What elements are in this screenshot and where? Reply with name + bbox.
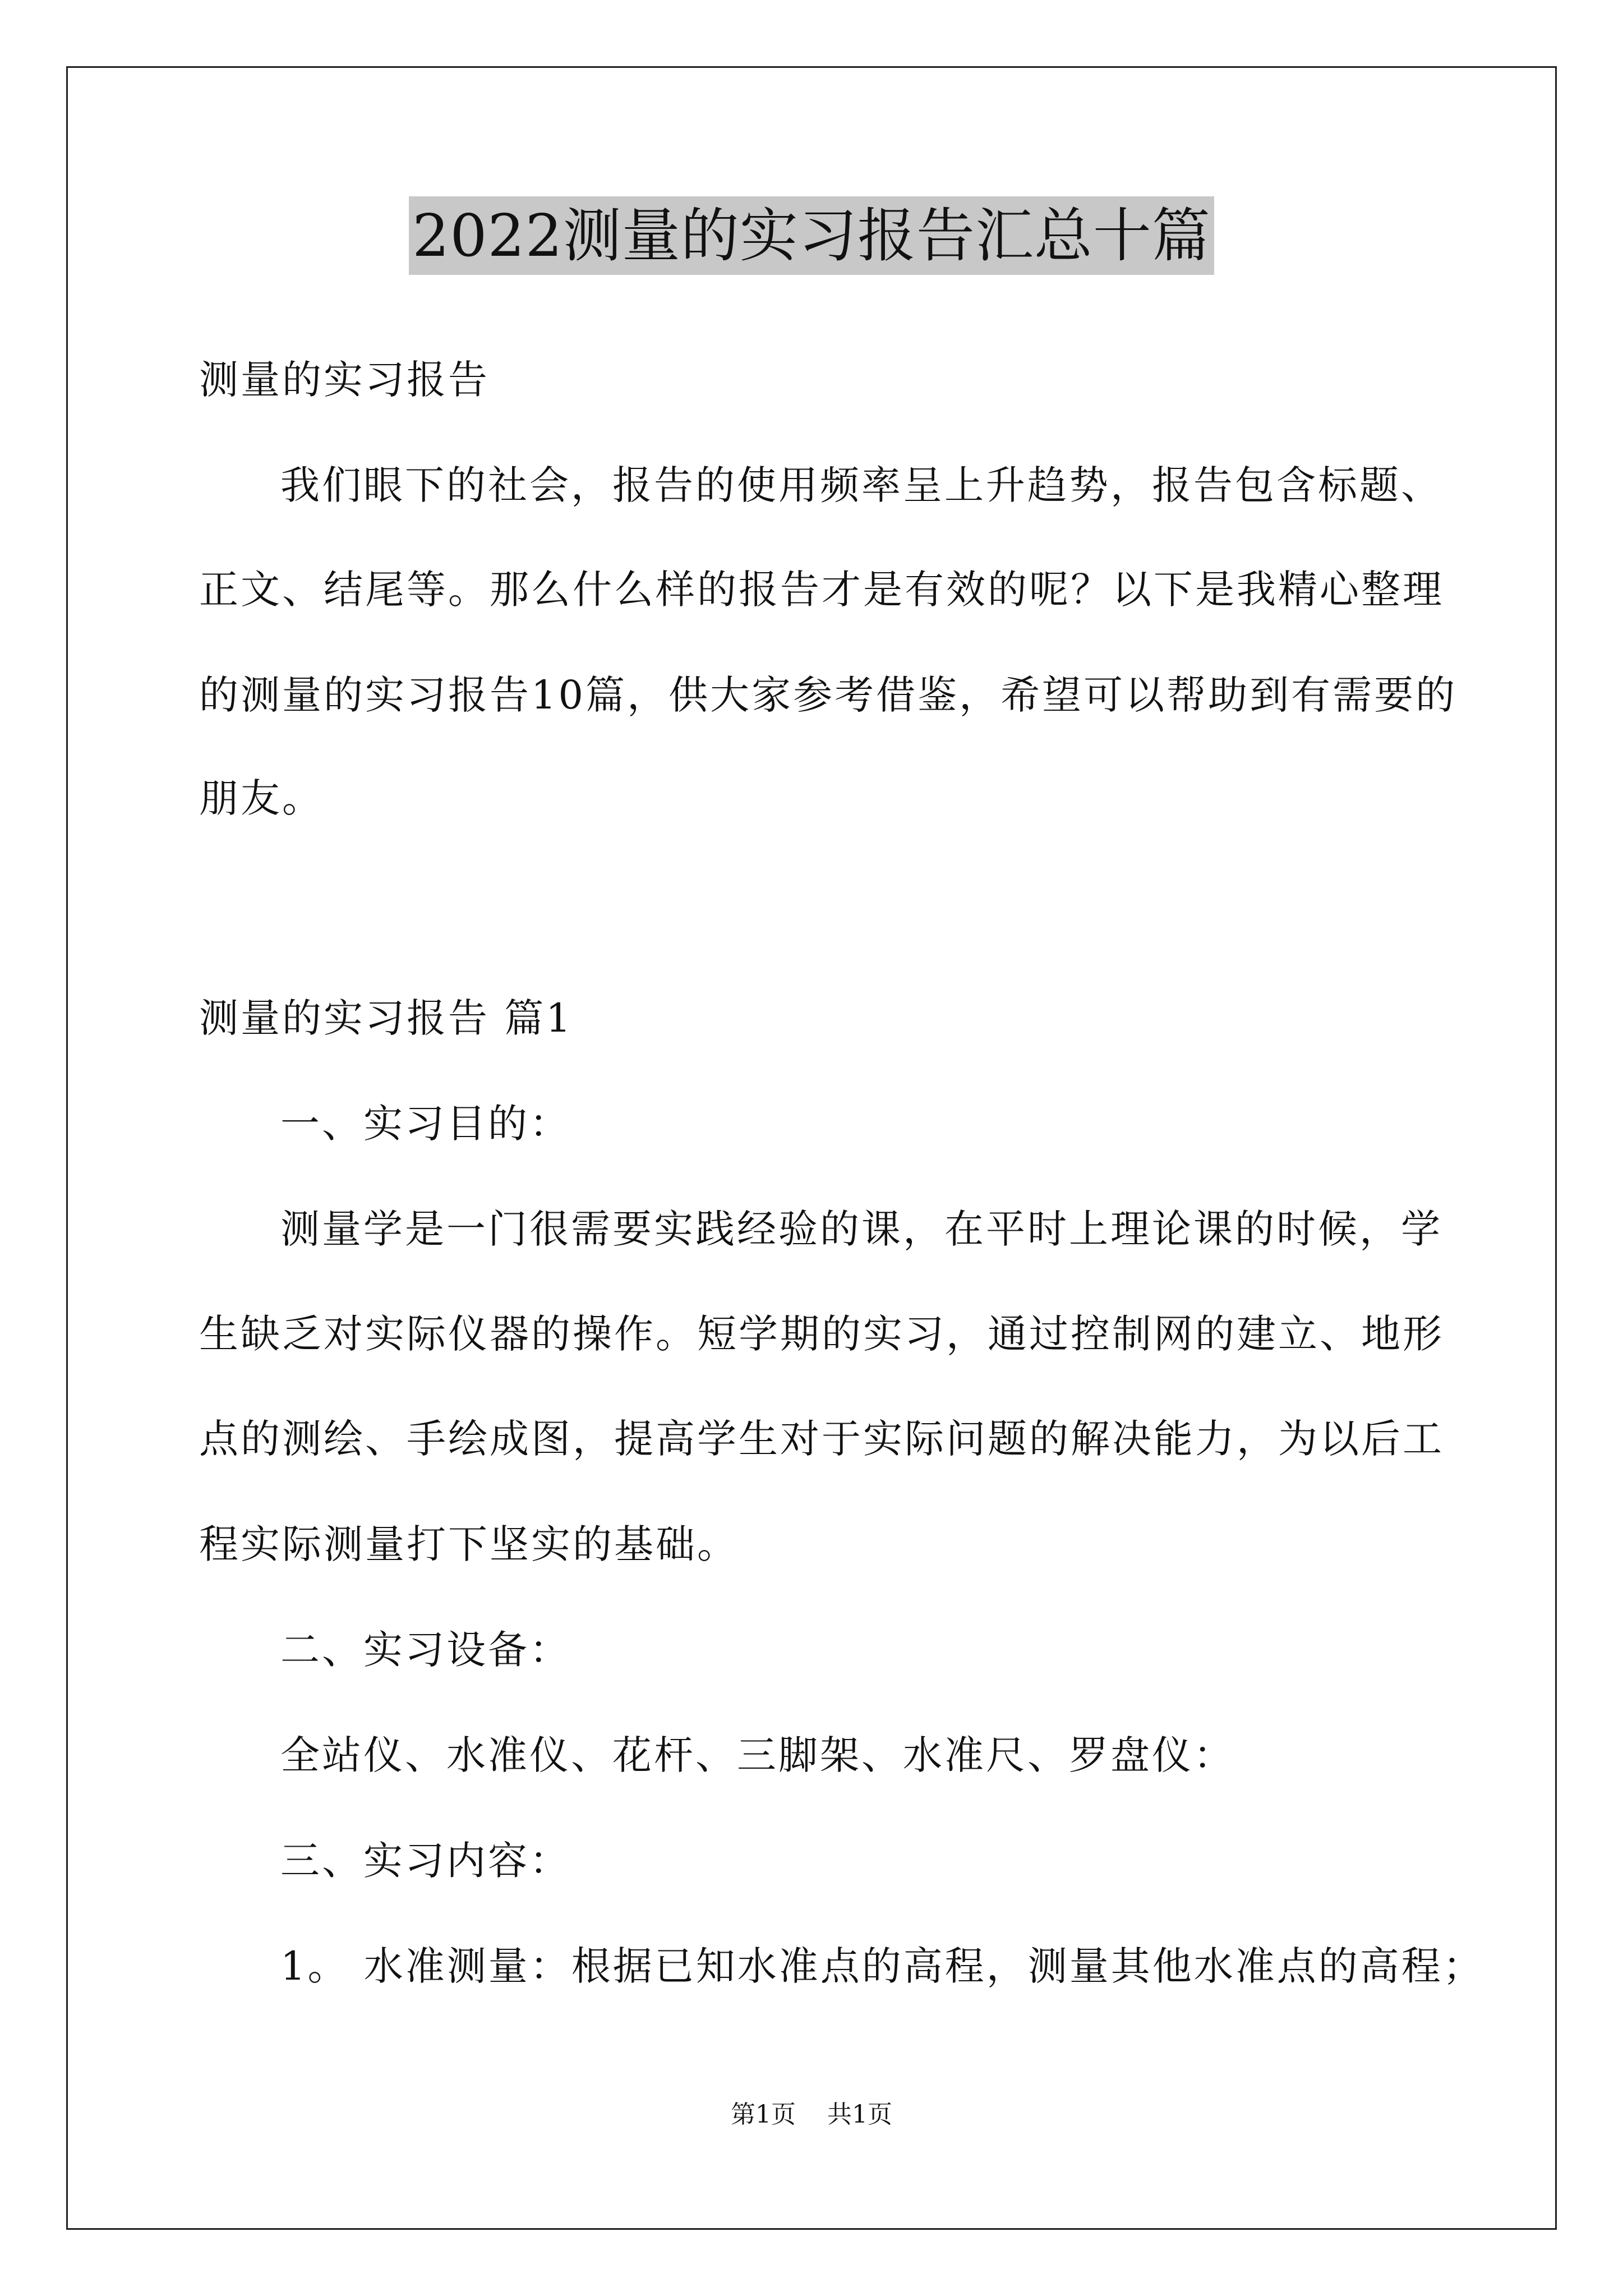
intro-line-3: 的测量的实习报告10篇，供大家参考借鉴，希望可以帮助到有需要的 [199,672,1458,718]
content-heading: 三、实习内容： [280,1838,571,1884]
intro-heading: 测量的实习报告 [199,357,490,403]
page-number: 第1页 [731,2100,796,2129]
purpose-heading: 一、实习目的： [280,1101,571,1147]
equipment-text: 全站仪、水准仪、花杆、三脚架、水准尺、罗盘仪： [280,1732,1235,1778]
purpose-line-4: 程实际测量打下坚实的基础。 [199,1521,739,1567]
document-title [0,196,1623,275]
page-footer [0,2098,1623,2132]
purpose-line-3: 点的测绘、手绘成图，提高学生对于实际问题的解决能力，为以后工 [199,1416,1444,1462]
purpose-line-2: 生缺乏对实际仪器的操作。短学期的实习，通过控制网的建立、地形 [199,1311,1444,1357]
purpose-line-1: 测量学是一门很需要实践经验的课，在平时上理论课的时候，学 [280,1206,1442,1252]
intro-line-1: 我们眼下的社会，报告的使用频率呈上升趋势，报告包含标题、 [280,462,1442,508]
document-title-text: 2022测量的实习报告汇总十篇 [409,196,1214,275]
intro-line-4: 朋友。 [199,775,324,821]
page-total: 共1页 [827,2100,892,2129]
intro-line-2: 正文、结尾等。那么什么样的报告才是有效的呢？以下是我精心整理 [199,567,1444,613]
equipment-heading: 二、实习设备： [280,1627,571,1673]
section-heading: 测量的实习报告 篇1 [199,995,573,1041]
content-item-1: 1。 水准测量：根据已知水准点的高程，测量其他水准点的高程； [280,1943,1484,1989]
